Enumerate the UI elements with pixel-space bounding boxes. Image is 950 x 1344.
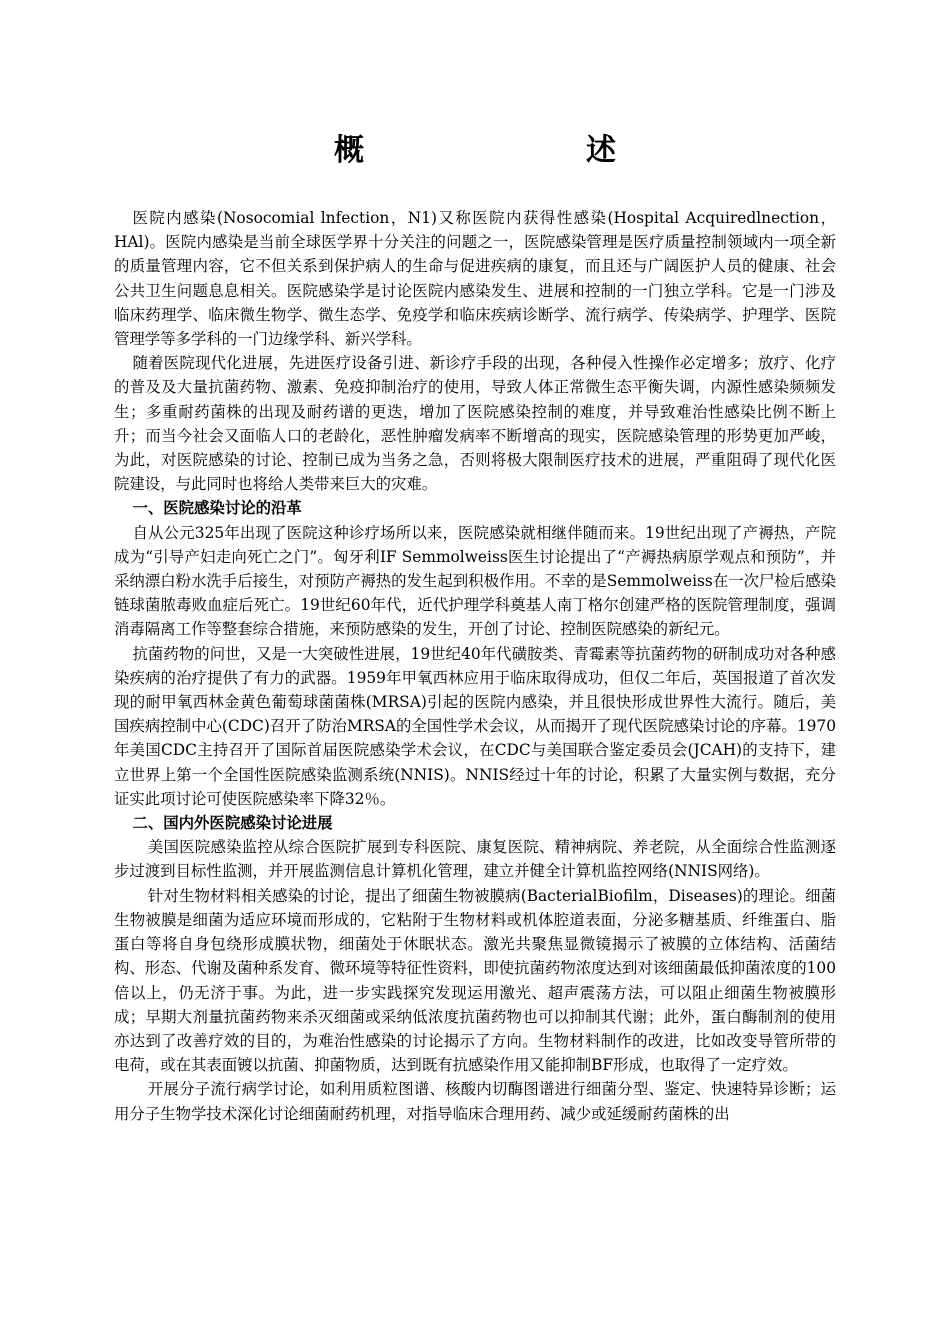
- section-heading-history: 一、医院感染讨论的沿革: [132, 499, 302, 518]
- section-heading-progress: 二、国内外医院感染讨论进展: [132, 814, 333, 833]
- progress-paragraph-1: 美国医院感染监控从综合医院扩展到专科医院、康复医院、精神病院、养老院，从全面综合性监测逐步过渡到目标性监测，并开展监测信息计算机化管理，建立并健全计算机监控网络(NNIS网络)。: [114, 838, 836, 881]
- history-paragraph-2: 抗菌药物的问世，又是一大突破性进展，19世纪40年代磺胺类、青霉素等抗菌药物的研制成功对各种感染疾病的治疗提供了有力的武器。1959年甲氧西林应用于临床取得成功，但仅二年后，英国报道了首次发现的耐甲氧西林金黄色葡萄球菌菌株(MRSA)引起的医院内感染，并且很快形成世界性大流行。随后，美国疾病控制中心(CDC)召开了防治MRSA的全国性学术会议，从而揭开了现代医院感染讨论的序幕。1970年美国CDC主持召开了国际首届医院感染学术会议，在CDC与美国联合鉴定委员会(JCAH)的支持下，建立世界上第一个全国性医院感染监测系统(NNIS)。NNIS经过十年的讨论，积累了大量实例与数据，充分证实此项讨论可使医院感染率下降32％。: [114, 644, 836, 808]
- progress-paragraph-3: 开展分子流行病学讨论，如利用质粒图谱、核酸内切酶图谱进行细菌分型、鉴定、快速特异诊断；运用分子生物学技术深化讨论细菌耐药机理，对指导临床合理用药、减少或延缓耐药菌株的出: [114, 1080, 836, 1123]
- document-title: 概 述: [334, 133, 670, 168]
- intro-paragraph-1: 医院内感染(Nosocomial lnfection，N1)又称医院内获得性感染(Hospital Acquiredlnection，HAl)。医院内感染是当前全球医学界十分关注的问题之一，医院感染管理是医疗质量控制领域内一项全新的质量管理内容，它不但关系到保护病人的生命与促进疾病的康复，而且还与广阔医护人员的健康、社会公共卫生问题息息相关。医院感染学是讨论医院内感染发生、进展和控制的一门独立学科。它是一门涉及临床药理学、临床微生物学、微生态学、免疫学和临床疾病诊断学、流行病学、传染病学、护理学、医院管理学等多学科的一门边缘学科、新兴学科。: [114, 209, 836, 349]
- history-paragraph-1: 自从公元325年出现了医院这种诊疗场所以来，医院感染就相继伴随而来。19世纪出现了产褥热，产院成为“引导产妇走向死亡之门”。匈牙利IF Semmolweiss医生讨论提出了“产褥热病原学观点和预防”，并采纳漂白粉水洗手后接生，对预防产褥热的发生起到积极作用。不幸的是Semmolweiss在一次尸检后感染链球菌脓毒败血症后死亡。19世纪60年代，近代护理学科奠基人南丁格尔创建严格的医院管理制度，强调消毒隔离工作等整套综合措施，来预防感染的发生，开创了讨论、控制医院感染的新纪元。: [114, 523, 836, 639]
- document-page: [114, 128, 836, 1126]
- progress-paragraph-2: 针对生物材料相关感染的讨论，提出了细菌生物被膜病(BacterialBiofilm，Diseases)的理论。细菌生物被膜是细菌为适应环境而形成的，它粘附于生物材料或机体腔道表面，分泌多糖基质、纤维蛋白、脂蛋白等将自身包绕形成膜状物，细菌处于休眠状态。激光共聚焦显微镜揭示了被膜的立体结构、活菌结构、形态、代谢及菌种系发育、微环境等特征性资料，即使抗菌药物浓度达到对该细菌最低抑菌浓度的100倍以上，仍无济于事。为此，进一步实践探究发现运用激光、超声震荡方法，可以阻止细菌生物被膜形成；早期大剂量抗菌药物来杀灭细菌或采纳低浓度抗菌药物也可以抑制其代谢；此外，蛋白酶制剂的使用亦达到了改善疗效的目的，为难治性感染的讨论揭示了方向。生物材料制作的改进，比如改变导管所带的电荷，或在其表面镀以抗菌、抑菌物质，达到既有抗感染作用又能抑制BF形成，也取得了一定疗效。: [114, 886, 836, 1075]
- intro-paragraph-2: 随着医院现代化进展，先进医疗设备引进、新诊疗手段的出现，各种侵入性操作必定增多；放疗、化疗的普及及大量抗菌药物、激素、免疫抑制治疗的使用，导致人体正常微生态平衡失调，内源性感染频频发生；多重耐药菌株的出现及耐药谱的更迭，增加了医院感染控制的难度，并导致难治性感染比例不断上升；而当今社会又面临人口的老龄化，恶性肿瘤发病率不断增高的现实，医院感染管理的形势更加严峻，为此，对医院感染的讨论、控制已成为当务之急，否则将极大限制医疗技术的进展，严重阻碍了现代化医院建设，与此同时也将给人类带来巨大的灾难。: [114, 354, 836, 494]
